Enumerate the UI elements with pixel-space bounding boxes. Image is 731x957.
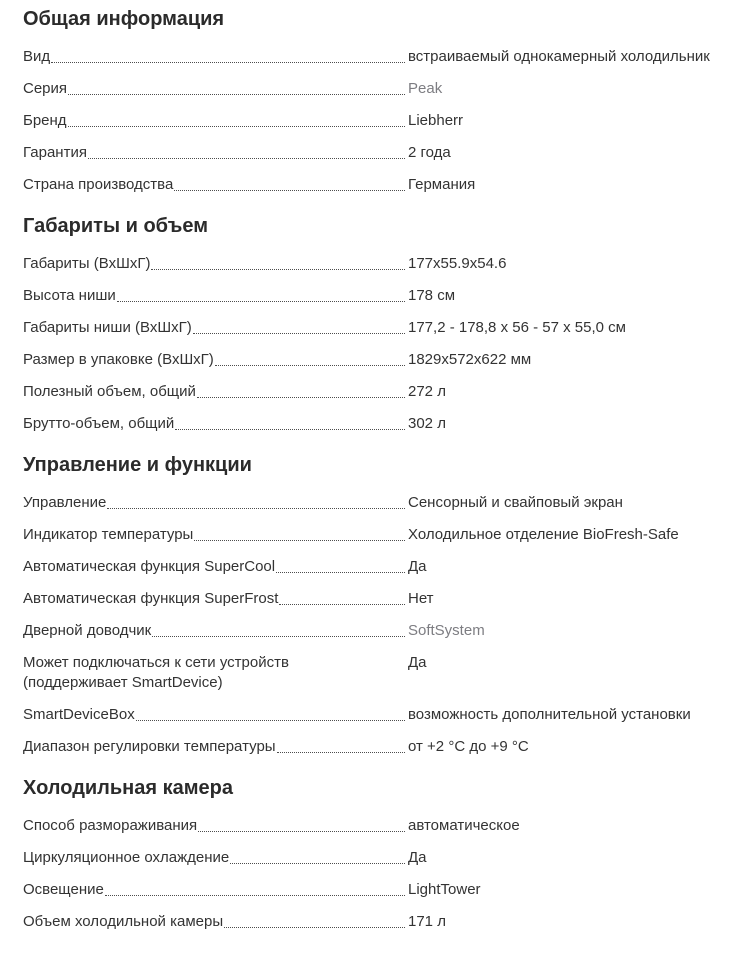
spec-row <box>23 653 723 693</box>
spec-label-cell <box>23 557 408 577</box>
spec-label: Полезный объем, общий <box>23 383 196 400</box>
spec-label: Циркуляционное охлаждение <box>23 849 230 866</box>
spec-label-cell <box>23 143 408 163</box>
dotted-leader <box>276 572 405 573</box>
spec-row <box>23 525 723 545</box>
dotted-leader <box>279 604 405 605</box>
spec-value: Да <box>408 558 427 575</box>
spec-row <box>23 912 723 932</box>
spec-value: от +2 °C до +9 °C <box>408 738 529 755</box>
spec-label: Способ размораживания <box>23 817 198 834</box>
spec-label-cell <box>23 79 408 99</box>
dotted-leader <box>198 831 405 832</box>
spec-label: Освещение <box>23 881 104 898</box>
spec-row <box>23 47 723 67</box>
spec-row <box>23 557 723 577</box>
spec-value: Нет <box>408 590 434 607</box>
spec-label: Автоматическая функция SuperFrost <box>23 590 279 607</box>
section-title: Общая информация <box>23 8 225 30</box>
spec-value: 272 л <box>408 383 446 400</box>
spec-value: 177x55.9x54.6 <box>408 255 507 272</box>
spec-label: Вид <box>23 48 51 65</box>
spec-row <box>23 589 723 609</box>
spec-label-cell <box>23 848 408 868</box>
spec-row <box>23 737 723 757</box>
spec-section <box>23 452 723 757</box>
section-title: Габариты и объем <box>23 215 209 237</box>
spec-row <box>23 493 723 513</box>
dotted-leader <box>197 397 405 398</box>
dotted-leader <box>175 429 405 430</box>
spec-label-cell <box>23 254 408 274</box>
spec-label: SmartDeviceBox <box>23 706 135 723</box>
section-title: Управление и функции <box>23 454 252 476</box>
spec-label: Габариты ниши (ВхШхГ) <box>23 319 192 336</box>
spec-label-cell <box>23 621 408 641</box>
spec-row <box>23 79 723 99</box>
spec-label-cell <box>23 912 408 932</box>
dotted-leader <box>117 301 405 302</box>
dotted-leader <box>88 158 405 159</box>
spec-value: 1829x572x622 мм <box>408 351 532 368</box>
spec-value: возможность дополнительной установки <box>408 706 691 723</box>
spec-value: 302 л <box>408 415 446 432</box>
spec-label: Управление <box>23 494 107 511</box>
dotted-leader <box>68 94 405 95</box>
dotted-leader <box>51 62 405 63</box>
spec-row <box>23 880 723 900</box>
spec-label-cell <box>23 653 408 693</box>
spec-label: Серия <box>23 80 68 97</box>
spec-row <box>23 621 723 641</box>
spec-label-cell <box>23 47 408 67</box>
spec-row <box>23 143 723 163</box>
dotted-leader <box>136 720 405 721</box>
spec-label-cell <box>23 111 408 131</box>
spec-label-cell <box>23 382 408 402</box>
spec-row <box>23 254 723 274</box>
spec-row <box>23 848 723 868</box>
spec-value: Холодильное отделение BioFresh-Safe <box>408 526 679 543</box>
section-title: Холодильная камера <box>23 777 233 799</box>
spec-label-cell <box>23 318 408 338</box>
spec-label: Высота ниши <box>23 287 116 304</box>
spec-label-cell <box>23 705 408 725</box>
spec-label: Брутто-объем, общий <box>23 415 175 432</box>
spec-label: Габариты (ВхШхГ) <box>23 255 151 272</box>
dotted-leader <box>224 927 405 928</box>
spec-section <box>23 6 723 195</box>
spec-value: 178 см <box>408 287 456 304</box>
dotted-leader <box>230 863 405 864</box>
spec-label: Бренд <box>23 112 67 129</box>
spec-section <box>23 213 723 434</box>
spec-label-cell <box>23 350 408 370</box>
spec-row <box>23 286 723 306</box>
dotted-leader <box>193 333 405 334</box>
spec-value: Да <box>408 849 427 866</box>
dotted-leader <box>68 126 405 127</box>
spec-label: Гарантия <box>23 144 87 161</box>
spec-row <box>23 318 723 338</box>
spec-value: LightTower <box>408 881 481 898</box>
dotted-leader <box>277 752 405 753</box>
spec-label: Объем холодильной камеры <box>23 913 224 930</box>
spec-value: 177,2 - 178,8 x 56 - 57 x 55,0 см <box>408 319 626 336</box>
spec-row <box>23 414 723 434</box>
spec-value-link[interactable]: Peak <box>408 80 443 97</box>
spec-label-cell <box>23 286 408 306</box>
spec-section <box>23 775 723 932</box>
dotted-leader <box>174 190 405 191</box>
spec-row <box>23 816 723 836</box>
spec-label: Автоматическая функция SuperCool <box>23 558 276 575</box>
spec-value: 171 л <box>408 913 446 930</box>
spec-value: Сенсорный и свайповый экран <box>408 494 623 511</box>
spec-value: автоматическое <box>408 817 520 834</box>
spec-label-cell <box>23 589 408 609</box>
dotted-leader <box>215 365 405 366</box>
spec-label-cell <box>23 816 408 836</box>
spec-label-cell <box>23 737 408 757</box>
spec-value: Германия <box>408 176 476 193</box>
spec-value-link[interactable]: SoftSystem <box>408 622 485 639</box>
spec-row <box>23 382 723 402</box>
spec-label: Размер в упаковке (ВхШхГ) <box>23 351 214 368</box>
spec-label: Может подключаться к сети устройств <box>23 654 289 671</box>
dotted-leader <box>194 540 405 541</box>
spec-label-line2: (поддерживает SmartDevice) <box>23 674 223 691</box>
spec-label-cell <box>23 493 408 513</box>
spec-label: Страна производства <box>23 176 174 193</box>
spec-row <box>23 705 723 725</box>
spec-label: Индикатор температуры <box>23 526 194 543</box>
dotted-leader <box>152 636 405 637</box>
spec-row <box>23 111 723 131</box>
specs-sections <box>23 6 723 932</box>
spec-row <box>23 350 723 370</box>
spec-value: Liebherr <box>408 112 464 129</box>
spec-value: Да <box>408 654 427 671</box>
dotted-leader <box>151 269 405 270</box>
spec-label: Дверной доводчик <box>23 622 152 639</box>
spec-label-cell <box>23 880 408 900</box>
spec-label: Диапазон регулировки температуры <box>23 738 276 755</box>
spec-row <box>23 175 723 195</box>
dotted-leader <box>105 895 405 896</box>
dotted-leader <box>107 508 405 509</box>
spec-value: встраиваемый однокамерный холодильник <box>408 48 710 65</box>
spec-label-cell <box>23 525 408 545</box>
spec-label-cell <box>23 175 408 195</box>
spec-value: 2 года <box>408 144 451 161</box>
spec-label-cell <box>23 414 408 434</box>
